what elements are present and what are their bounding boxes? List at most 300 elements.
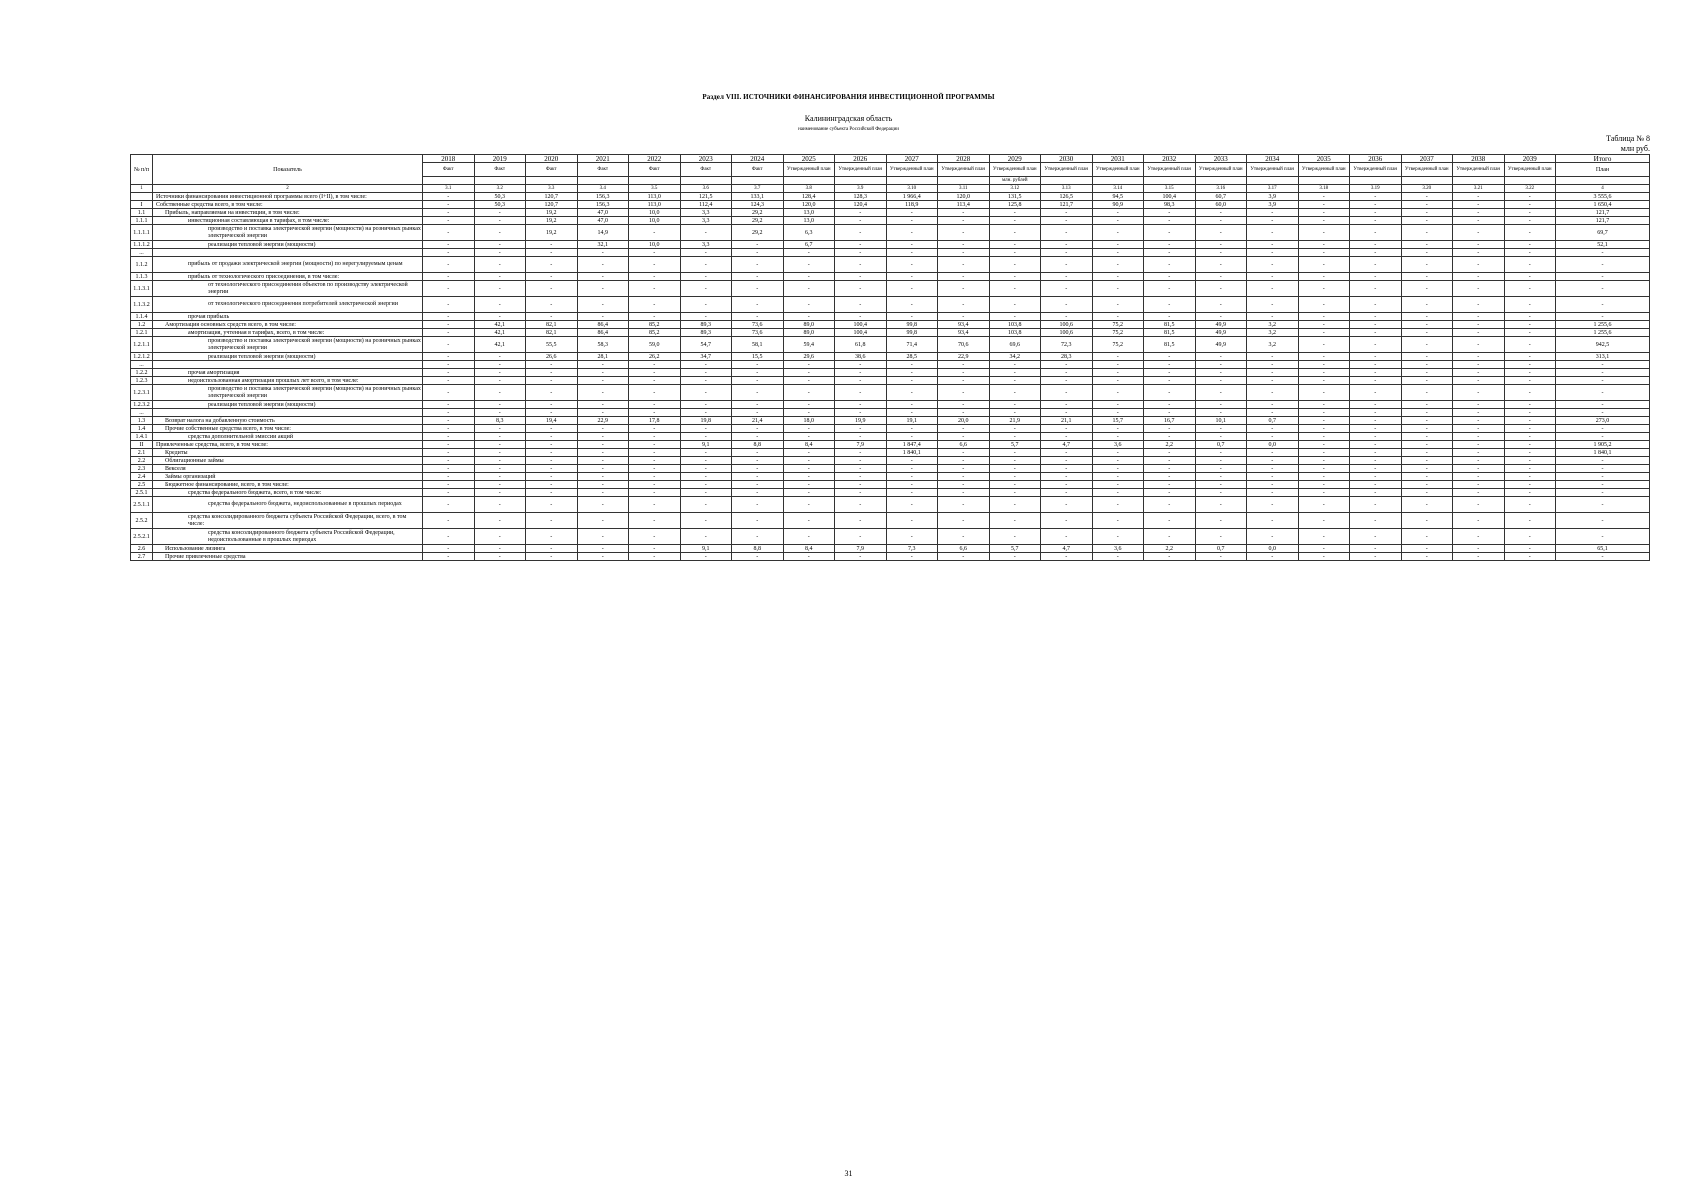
row-value: 124,3 (732, 201, 784, 209)
row-value: - (1092, 281, 1144, 297)
row-value: - (1247, 273, 1299, 281)
row-value: 118,9 (886, 201, 938, 209)
row-value: - (886, 361, 938, 369)
row-total-value: 1 255,6 (1556, 321, 1650, 329)
row-value: - (1504, 241, 1556, 249)
row-value: 99,8 (886, 329, 938, 337)
col-index-cell: 3.22 (1504, 185, 1556, 193)
region-name: Калининградская область (804, 114, 893, 123)
col-header-year: 2026 (835, 155, 887, 163)
row-value: - (1092, 217, 1144, 225)
row-value: - (783, 369, 835, 377)
row-value: - (1350, 553, 1402, 561)
row-value: - (1195, 249, 1247, 257)
row-value: 100,6 (1041, 329, 1093, 337)
row-value: - (1144, 553, 1196, 561)
row-value: - (1041, 553, 1093, 561)
row-value: - (732, 409, 784, 417)
row-value: - (989, 377, 1041, 385)
row-value: - (1092, 473, 1144, 481)
row-value: 21,4 (732, 417, 784, 425)
row-value: - (1298, 201, 1350, 209)
row-value: - (629, 465, 681, 473)
row-value: - (423, 225, 475, 241)
row-total-value: 52,1 (1556, 241, 1650, 249)
row-value: - (1041, 377, 1093, 385)
row-value: - (1401, 473, 1453, 481)
row-value: - (938, 241, 990, 249)
row-value: - (1401, 249, 1453, 257)
col-header-kind: Факт (577, 163, 629, 177)
row-value: 7,3 (886, 545, 938, 553)
col-index-cell: 3.8 (783, 185, 835, 193)
table-row (131, 401, 1650, 409)
row-value: 19,2 (526, 225, 578, 241)
row-value: - (1350, 361, 1402, 369)
row-value: - (1350, 513, 1402, 529)
row-value: - (1298, 409, 1350, 417)
col-header-year: 2022 (629, 155, 681, 163)
row-value: - (1195, 273, 1247, 281)
row-value: - (577, 481, 629, 489)
col-header-kind: Утвержденный план (1144, 163, 1196, 177)
row-value: - (1041, 481, 1093, 489)
row-value: - (1092, 361, 1144, 369)
row-value: - (1195, 241, 1247, 249)
row-value: 60,7 (1195, 193, 1247, 201)
row-value: 75,2 (1092, 337, 1144, 353)
row-value: - (1350, 273, 1402, 281)
row-label: средства федерального бюджета, недоиспользованные в прошлых периодах (153, 497, 423, 513)
row-value: 128,3 (835, 193, 887, 201)
row-value: 75,2 (1092, 329, 1144, 337)
col-header-unit-cell (886, 177, 938, 185)
row-value: 26,2 (629, 353, 681, 361)
row-value: - (680, 257, 732, 273)
row-value: - (1401, 241, 1453, 249)
row-value: 60,0 (1195, 201, 1247, 209)
row-value: - (1092, 273, 1144, 281)
row-value: - (1195, 481, 1247, 489)
row-value: - (989, 553, 1041, 561)
table-row (131, 281, 1650, 297)
table-row (131, 377, 1650, 385)
row-number: 1.1.1 (131, 217, 153, 225)
row-value: - (1092, 513, 1144, 529)
row-value: - (1453, 457, 1505, 465)
row-value: - (835, 473, 887, 481)
row-value: - (423, 361, 475, 369)
row-value: - (835, 281, 887, 297)
row-value: - (938, 449, 990, 457)
row-label: Использование лизинга (153, 545, 423, 553)
row-value: 73,6 (732, 329, 784, 337)
table-row (131, 249, 1650, 257)
row-value: 0,7 (1195, 441, 1247, 449)
row-value: - (1298, 449, 1350, 457)
row-value: 90,9 (1092, 201, 1144, 209)
row-value: - (1041, 225, 1093, 241)
row-value: - (423, 441, 475, 449)
row-value: - (732, 425, 784, 433)
row-value: - (474, 553, 526, 561)
table-row (131, 409, 1650, 417)
row-value: - (732, 497, 784, 513)
row-value: - (1298, 225, 1350, 241)
row-value: - (680, 513, 732, 529)
row-value: - (577, 553, 629, 561)
row-value: 70,6 (938, 337, 990, 353)
row-value: 0,0 (1247, 441, 1299, 449)
col-header-kind: Факт (680, 163, 732, 177)
row-value: - (938, 481, 990, 489)
col-header-kind: Факт (526, 163, 578, 177)
row-value: - (886, 385, 938, 401)
row-value: 4,7 (1041, 441, 1093, 449)
row-value: - (783, 433, 835, 441)
row-value: - (938, 489, 990, 497)
col-header-year: 2020 (526, 155, 578, 163)
col-header-year: 2035 (1298, 155, 1350, 163)
col-header-year: 2039 (1504, 155, 1556, 163)
row-value: - (1041, 209, 1093, 217)
row-value: 0,7 (1195, 545, 1247, 553)
row-label (153, 361, 423, 369)
row-value: - (1247, 513, 1299, 529)
row-value: - (1144, 513, 1196, 529)
row-value: - (989, 257, 1041, 273)
row-value: 1 966,4 (886, 193, 938, 201)
row-value: - (1247, 473, 1299, 481)
row-value: - (1041, 409, 1093, 417)
col-header-kind: Утвержденный план (1453, 163, 1505, 177)
row-value: - (1453, 489, 1505, 497)
row-value: - (1298, 377, 1350, 385)
row-value: - (1401, 257, 1453, 273)
row-value: 89,0 (783, 321, 835, 329)
header-row-index (131, 185, 1650, 193)
col-index-cell: 3.6 (680, 185, 732, 193)
row-value: - (989, 217, 1041, 225)
row-value: - (1092, 409, 1144, 417)
row-value: - (577, 257, 629, 273)
row-value: - (423, 201, 475, 209)
row-value: - (1041, 513, 1093, 529)
row-value: - (474, 353, 526, 361)
row-value: - (783, 249, 835, 257)
row-value: 6,6 (938, 441, 990, 449)
row-label: Бюджетное финансирование, всего, в том числе: (153, 481, 423, 489)
row-value: - (938, 513, 990, 529)
row-value: - (1504, 201, 1556, 209)
row-value: - (1350, 481, 1402, 489)
row-value: - (1298, 369, 1350, 377)
row-value: 3,2 (1247, 329, 1299, 337)
row-value: 73,6 (732, 321, 784, 329)
row-value: - (1504, 353, 1556, 361)
row-value: - (1144, 385, 1196, 401)
row-value: 34,7 (680, 353, 732, 361)
row-value: - (835, 449, 887, 457)
row-value: - (680, 497, 732, 513)
row-number: 2.4 (131, 473, 153, 481)
row-value: 121,5 (680, 193, 732, 201)
row-value: - (423, 473, 475, 481)
row-label: средства федерального бюджета, всего, в том числе: (153, 489, 423, 497)
row-value: - (835, 553, 887, 561)
row-value: - (1401, 401, 1453, 409)
row-value: - (577, 529, 629, 545)
row-number: 1.1.3.2 (131, 297, 153, 313)
col-header-kind: Утвержденный план (938, 163, 990, 177)
row-value: 47,0 (577, 209, 629, 217)
row-label: прочая амортизация (153, 369, 423, 377)
row-label: Возврат налога на добавленную стоимость (153, 417, 423, 425)
row-value: - (1247, 257, 1299, 273)
row-total-value: - (1556, 273, 1650, 281)
row-value: - (938, 497, 990, 513)
row-value: 10,1 (1195, 417, 1247, 425)
row-value: - (1453, 209, 1505, 217)
row-number: 1.2.3.2 (131, 401, 153, 409)
row-value: - (1041, 465, 1093, 473)
row-value: - (1350, 249, 1402, 257)
row-value: - (1144, 401, 1196, 409)
row-value: - (1350, 313, 1402, 321)
row-value: - (783, 361, 835, 369)
row-value: - (783, 553, 835, 561)
row-value: - (1504, 433, 1556, 441)
table-row (131, 225, 1650, 241)
row-value: 58,3 (577, 337, 629, 353)
row-value: - (886, 409, 938, 417)
row-value: - (680, 553, 732, 561)
row-value: - (835, 401, 887, 409)
row-value: - (680, 385, 732, 401)
col-header-total: Итого (1556, 155, 1650, 163)
row-value: - (423, 465, 475, 473)
row-label: производство и поставка электрической энергии (мощности) на розничных рынках электрической энергии (153, 225, 423, 241)
row-value: - (732, 489, 784, 497)
row-value: - (1504, 513, 1556, 529)
row-value: - (1247, 465, 1299, 473)
row-value: - (835, 361, 887, 369)
row-value: - (989, 529, 1041, 545)
row-value: - (783, 497, 835, 513)
row-value: - (938, 553, 990, 561)
row-value: - (1144, 473, 1196, 481)
row-label: Облигационные займы (153, 457, 423, 465)
row-value: - (989, 409, 1041, 417)
row-value: - (423, 369, 475, 377)
row-total-value: - (1556, 257, 1650, 273)
row-value: - (1041, 217, 1093, 225)
row-value: - (938, 465, 990, 473)
row-value: - (1350, 369, 1402, 377)
row-label: Источники финансирования инвестиционной программы всего (I+II), в том числе: (153, 193, 423, 201)
row-value: - (1195, 529, 1247, 545)
row-value: - (1247, 457, 1299, 465)
row-value: - (1092, 465, 1144, 473)
row-value: - (886, 497, 938, 513)
col-header-unit-cell (835, 177, 887, 185)
row-value: - (886, 225, 938, 241)
row-value: - (1144, 457, 1196, 465)
row-value: 50,3 (474, 193, 526, 201)
table-row (131, 553, 1650, 561)
row-value: - (732, 281, 784, 297)
row-value: - (1247, 377, 1299, 385)
row-value: - (938, 209, 990, 217)
row-value: - (989, 401, 1041, 409)
row-value: - (1298, 465, 1350, 473)
row-value: - (680, 401, 732, 409)
row-total-value: 1 840,1 (1556, 449, 1650, 457)
row-value: - (1298, 513, 1350, 529)
col-index-cell: 3.3 (526, 185, 578, 193)
row-total-value: 273,0 (1556, 417, 1650, 425)
table-row (131, 369, 1650, 377)
row-value: - (1195, 401, 1247, 409)
col-header-unit-cell (629, 177, 681, 185)
row-value: - (732, 401, 784, 409)
row-value: - (1401, 377, 1453, 385)
row-value: - (1504, 193, 1556, 201)
row-value: 38,6 (835, 353, 887, 361)
row-value: - (1144, 369, 1196, 377)
row-value: - (1195, 297, 1247, 313)
row-value: - (680, 225, 732, 241)
row-value: - (835, 529, 887, 545)
row-value: - (1298, 489, 1350, 497)
row-value: - (577, 361, 629, 369)
row-value: 8,4 (783, 441, 835, 449)
row-value: - (1247, 425, 1299, 433)
row-value: - (1401, 337, 1453, 353)
col-header-unit-cell (1401, 177, 1453, 185)
row-value: - (1144, 377, 1196, 385)
region-caption: наименование субъекта Российской Федерации (798, 127, 899, 132)
col-header-year: 2032 (1144, 155, 1196, 163)
row-value: - (1350, 497, 1402, 513)
row-value: - (423, 273, 475, 281)
row-label: средства консолидированного бюджета субъекта Российской Федерации, всего, в том числе: (153, 513, 423, 529)
row-value: - (886, 457, 938, 465)
row-value: - (1041, 385, 1093, 401)
row-value: - (423, 409, 475, 417)
row-value: - (680, 409, 732, 417)
row-number: 2.5.2 (131, 513, 153, 529)
row-value: 93,4 (938, 321, 990, 329)
row-value: - (938, 273, 990, 281)
row-value: 6,3 (783, 225, 835, 241)
row-value: - (835, 369, 887, 377)
row-value: - (1504, 329, 1556, 337)
row-value: - (835, 465, 887, 473)
row-value: - (1092, 249, 1144, 257)
row-value: - (1453, 241, 1505, 249)
col-header-year: 2027 (886, 155, 938, 163)
row-value: 120,0 (783, 201, 835, 209)
row-value: - (1453, 201, 1505, 209)
row-value: - (1453, 217, 1505, 225)
row-value: - (732, 241, 784, 249)
row-value: - (680, 377, 732, 385)
row-value: - (732, 553, 784, 561)
table-row (131, 241, 1650, 249)
row-value: - (526, 377, 578, 385)
row-value: - (680, 249, 732, 257)
row-total-value: - (1556, 385, 1650, 401)
row-value: - (1195, 513, 1247, 529)
row-value: - (474, 425, 526, 433)
col-index-cell: 3.18 (1298, 185, 1350, 193)
row-value: 29,6 (783, 353, 835, 361)
table-row (131, 273, 1650, 281)
row-label: прочая прибыль (153, 313, 423, 321)
row-value: - (423, 425, 475, 433)
row-value: - (1504, 529, 1556, 545)
col-header-year: 2029 (989, 155, 1041, 163)
row-value: - (783, 449, 835, 457)
row-value: - (1350, 385, 1402, 401)
row-value: - (1453, 281, 1505, 297)
row-number: 1.2.2 (131, 369, 153, 377)
row-value: - (835, 409, 887, 417)
row-total-value: 121,7 (1556, 209, 1650, 217)
row-value: - (1350, 425, 1402, 433)
row-value: - (783, 297, 835, 313)
row-value: - (938, 425, 990, 433)
row-value: - (835, 481, 887, 489)
row-value: - (629, 553, 681, 561)
row-value: - (1092, 225, 1144, 241)
col-header-kind: Утвержденный план (835, 163, 887, 177)
row-value: - (1247, 385, 1299, 401)
row-value: 22,9 (938, 353, 990, 361)
row-value: - (526, 281, 578, 297)
row-value: - (577, 441, 629, 449)
row-value: - (629, 441, 681, 449)
row-value: - (423, 321, 475, 329)
row-value: 120,0 (938, 193, 990, 201)
row-value: - (783, 409, 835, 417)
row-value: 16,7 (1144, 417, 1196, 425)
row-value: - (474, 449, 526, 457)
row-value: - (1144, 497, 1196, 513)
row-value: - (732, 433, 784, 441)
row-number (131, 193, 153, 201)
row-number: 2.5.1.1 (131, 497, 153, 513)
row-total-value: - (1556, 369, 1650, 377)
row-value: - (1247, 497, 1299, 513)
row-value: - (1041, 369, 1093, 377)
row-value: 5,7 (989, 545, 1041, 553)
row-value: - (629, 449, 681, 457)
row-value: - (835, 489, 887, 497)
col-header-year: 2030 (1041, 155, 1093, 163)
row-value: 14,9 (577, 225, 629, 241)
row-value: - (989, 425, 1041, 433)
row-value: - (474, 489, 526, 497)
row-value: - (629, 513, 681, 529)
row-label: Займы организаций (153, 473, 423, 481)
row-value: 3,3 (680, 217, 732, 225)
col-header-kind: Утвержденный план (1247, 163, 1299, 177)
row-value: 29,2 (732, 225, 784, 241)
row-value: - (1298, 417, 1350, 425)
page-number: 31 (844, 1169, 853, 1178)
